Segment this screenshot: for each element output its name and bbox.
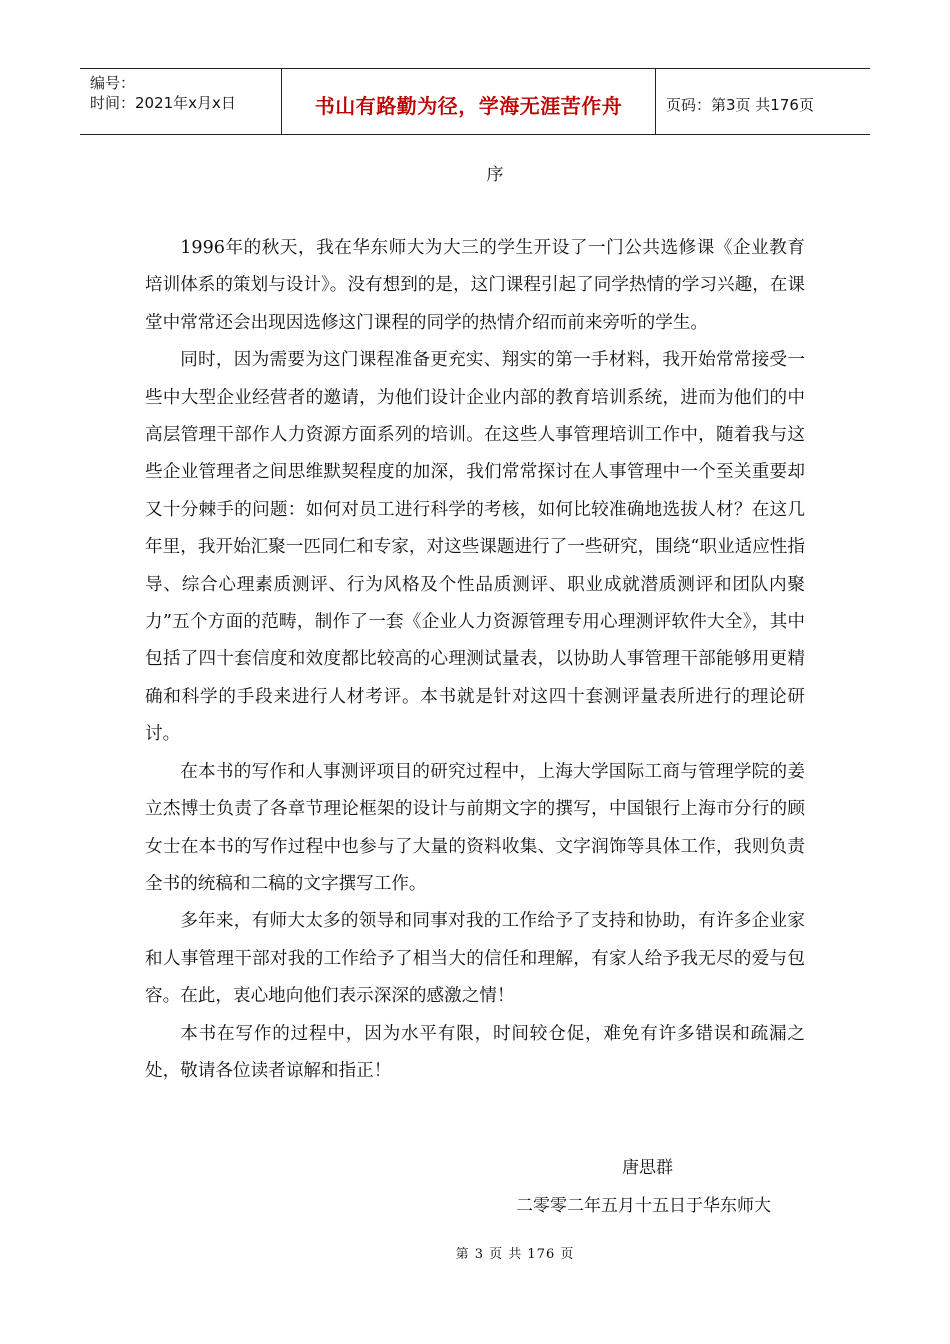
header-info-cell xyxy=(80,69,282,134)
paragraph: 多年来，有师大太多的领导和同事对我的工作给予了支持和协助，有许多企业家和人事管理干部对我的工作给予了相当大的信任和理解，有家人给予我无尽的爱与包容。在此，衷心地向他们表示深深的感激之情！ xyxy=(145,911,805,1007)
paragraph: 本书在写作的过程中，因为水平有限，时间较仓促，难免有许多错误和疏漏之处，敬请各位读者谅解和指正！ xyxy=(145,1023,805,1081)
paragraph: 1996年的秋天，我在华东师大为大三的学生开设了一门公共选修课《企业教育培训体系的策划与设计》。没有想到的是，这门课程引起了同学热情的学习兴趣，在课堂中常常还会出现因选修这门课程的同学的热情介绍而前来旁听的学生。 xyxy=(145,238,805,333)
paragraph: 同时，因为需要为这门课程准备更充实、翔实的第一手材料，我开始常常接受一些中大型企业经营者的邀请，为他们设计企业内部的教育培训系统，进而为他们的中高层管理干部作人力资源方面系列的培训。在这些人事管理培训工作中，随着我与这些企业管理者之间思维默契程度的加深，我们常常探讨在人事管理中一个至关重要却又十分棘手的问题：如何对员工进行科学的考核，如何比较准确地选拔人材？在这几年里，我开始汇聚一匹同仁和专家，对这些课题进行了一些研究，围绕“职业适应性指导、综合心理素质测评、行为风格及个性品质测评、职业成就潜质测评和团队内聚力”五个方面的范畴，制作了一套《企业人力资源管理专用心理测评软件大全》，其中包括了四十套信度和效度都比较高的心理测试量表，以协助人事管理干部能够用更精确和科学的手段来进行人材考评。本书就是针对这四十套测评量表所进行的理论研讨。 xyxy=(145,350,805,745)
document-body xyxy=(145,230,805,1090)
paragraph: 在本书的写作和人事测评项目的研究过程中，上海大学国际工商与管理学院的姜立杰博士负责了各章节理论框架的设计与前期文字的撰写，中国银行上海市分行的顾 女士在本书的写作过程中也参与了大量的资料收集、文字润饰等具体工作，我则负责全书的统稿和二稿的文字撰写工作。 xyxy=(145,761,805,894)
page-footer: 第 3 页 共 176 页 xyxy=(455,1247,575,1262)
document-number-label: 编号： xyxy=(90,74,136,92)
header-motto: 书山有路勤为径，学海无涯苦作舟 xyxy=(314,94,623,118)
author-signature: 唐思群 xyxy=(622,1158,673,1178)
signature-date: 二零零二年五月十五日于华东师大 xyxy=(516,1196,771,1216)
page-header-table xyxy=(80,68,870,135)
document-title: 序 xyxy=(486,165,504,185)
document-time-label: 时间：2021年x月x日 xyxy=(90,94,236,112)
header-page-cell xyxy=(656,69,870,134)
header-motto-cell xyxy=(282,69,656,134)
header-page-code: 页码：第3页 共176页 xyxy=(666,96,814,114)
